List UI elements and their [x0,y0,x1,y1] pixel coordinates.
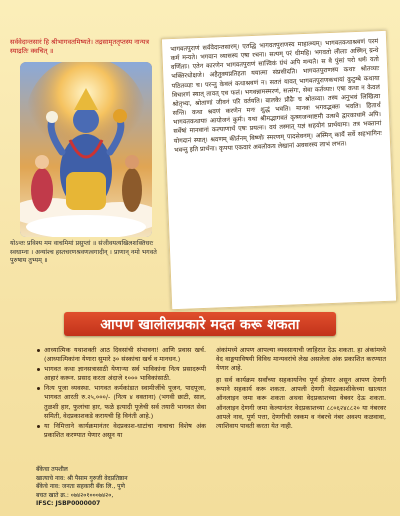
help-columns [36,346,386,464]
bank-details [36,466,206,512]
list-item: आध्यात्मिक यथाशक्ती आठ दिवसांची संभावना! आणि प्रवास खर्च. (आध्यात्मिकांना येणारा सुमारे ३० संस्कांचा खर्च व मानधन.) [36,346,206,364]
help-banner [64,312,336,336]
banner-title: आपण खालीलप्रकारे मदत करू शकता [100,316,300,333]
top-sanskrit-caption: सर्ववेदान्तसारं हि श्रीभागवतमिष्यते। तद्रसामृततृप्तस्य नान्यत्र स्याद्रतिः क्वचित् ॥ [10,38,150,55]
left-column [36,346,206,464]
ifsc-code: IFSC: JSBP0000007 [36,500,101,508]
bank-name: बँकेचे नाव: जनता सहकारी बँक लि., पुणे [36,483,125,491]
vishnu-illustration [20,62,152,237]
account-name: खात्याचे नाव: श्री पैसाम गुरुजी वेदप्रतिष्ठान [36,474,128,482]
deity-image [20,62,152,237]
list-item: या निमित्ताने कार्यक्रमानंतर वेदप्रकाश-धाटांचा नाचाचा विशेष अंक प्रकाशित करण्यात येणार असून या [36,422,206,440]
sanskrit-text-card [161,30,397,310]
bottom-sanskrit-caption: योऽन्तः प्रविश्य मम वाचमिमां प्रसुप्तां ॥ संजीवयत्यखिलशक्तिधरः स्वधाम्ना । अन्यांश्च हस्तचरणश्रवणत्वगादीन् । प्राणान् नमो भगवते पुरुषाय तुभ्यम् ॥ [10,240,157,265]
list-item: भागवत कथा ज्ञानसत्रासाठी येणाऱ्या सर्व भाविकांना नित्य प्रसादरूपी आहारं करून. प्रसाद करता अंदाजे १००० भाविकांसाठी. [36,365,206,383]
right-column [216,346,386,464]
list-item: अंकांमध्ये आपण आपल्या व्यवसायाची जाहिरात देऊ शकता. हा अंकांमध्ये वेद वाङ्मयाविषयी विविध मान्यवरांचे लेख असलेला अंक प्रकाशित करण्यात येणार आहे. [216,346,386,373]
card-text: भागवतपुराणं सर्ववेदान्तसारम्। एतद्धि भागवतपुराणस्य माहात्म्यम्। भागवतकथाश्रवणं परमं कर्म मन्यते। भगवान व्यासस्य एषा रचना। सत्यम् परं धीमहि। भगवतो लीलाः अस्मिन् ग्रन्थे वर्णिताः। एतेन कारणेन भागवतपुराणं सात्त्विकं ग्रंथं अपि मन्यते। स वै पुंसां परो धर्मः यतो भक्तिरधोक्षजे। अहैतुक्यप्रतिहता ययात्मा संप्रसीदति। भागवतपुराणस्य कथाः श्रोतव्याः पठितव्याः च। परन्तु केवलं कथाश्रवणं न। सततं यावत् भागवतपुराणकथायां कुटुम्बे कथाया विचारणं स्यात् तावत् एव फलं। भगवन्नामस्मरणं, सत्संगः, सेवा कर्तव्याः। एषा कथा न केवलं श्रोतृभ्यः, श्रोताणां जीवनं परि वर्तयति। बालकैः प्रौढैः च श्रोतव्या। तस्य अनुभवं लिखित्वा सन्ति। कथा श्रवणं करणेन मनः शुद्धं भवति। मानवः भगवद्भक्तः भवति। हितार्थं भागवतकथायाः आयोजनं कुर्मः। यथा श्रीमद्भागवतं कृष्णजन्माष्टमी उत्सवे द्वारकाधामे अपि। सर्वेषां मानवानां कल्याणार्थं एषः प्रयत्नः। वयं तस्मात् यज्ञं सहयोगं प्रार्थयामः। तत्र भक्तानां योगदानं स्यात्। श्रवणम् कीर्तनम् विष्णोः स्मरणम् पादसेवनम्। अस्मिन् कार्ये सर्वे सहभागिनः भवन्तु इति प्रार्थना। कृपया एकवारं अवलोकय लेखानां अवसरस्य लाभं लभत। [170,38,382,154]
bank-heading: बँकेचा तपशील [36,466,68,473]
list-item: हा सर्व कार्यक्रम सर्वांच्या सहकार्यानेच पूर्ण होणार असून आपण देणगी रूपाने सहकार्य करू शकता. आपली देणगी वेदप्रकाशीकेच्या खात्यात ऑनलाइन जमा करू शकता अथवा वेदप्रकाशच्या वेबवर देऊ शकता. ऑनलाइन देणगी जमा केल्यानंतर वेदप्रकाशच्या ८८०६२४८८२० या नंबरवर आपले नाव, पूर्ण पत्ता, देणगीची रक्कम व नंबरचे नंबर अवश्य कळवावा, त्याशिवाय पावती करता येत नाही. [216,376,386,430]
list-item: नित्य पूजा व्यवस्था. भागवत कर्मकांडात स्वामीजींचे पूजन, पादपूजा, भागवत आरती रु.२५,०००/- (नित्य ४ वक्ताना) (भगवी छाटी, साल, तुळशी हार, फुलांचा हार, फळे इत्यादी पूजेची सर्व तयारी भागवत सेवा समिती, वेदप्रकाशकडे करायची हि विनंती आहे.) [36,384,206,420]
account-number: बचत खाते क्र.: ०७४२०१०००७४२०, [36,491,114,499]
